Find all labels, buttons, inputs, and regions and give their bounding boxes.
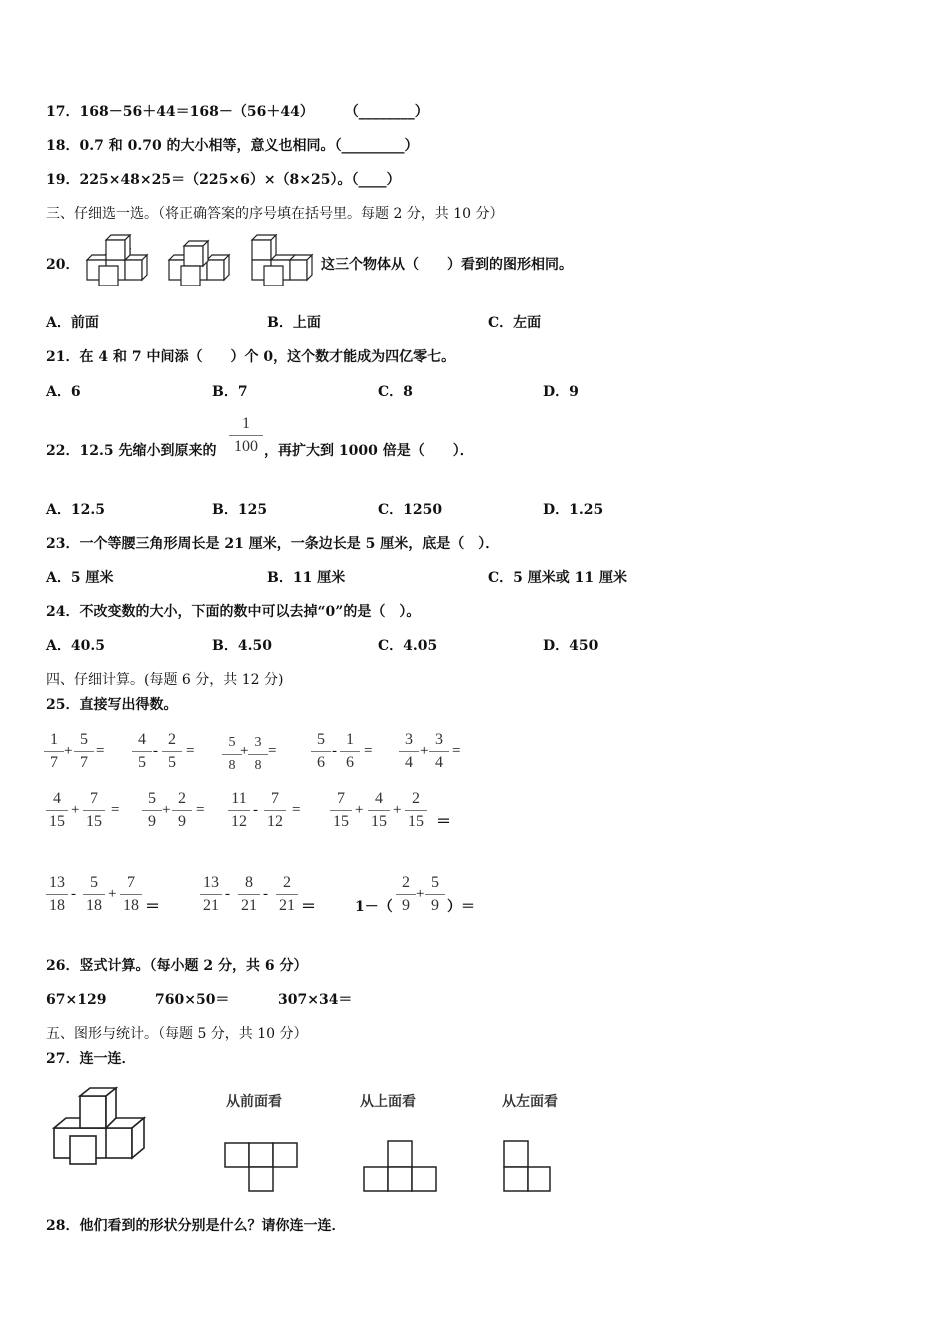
view-label-front: 从前面看: [226, 1094, 282, 1110]
fraction: [162, 731, 182, 772]
fraction: [83, 790, 105, 831]
q28-text: 28．他们看到的形状分别是什么？请你连一连．: [46, 1218, 346, 1234]
fraction: [264, 790, 286, 831]
denominator: 21: [241, 897, 257, 914]
q22-frac-den: 100: [234, 438, 258, 455]
operator: +: [108, 886, 117, 902]
section-5-title: 五、图形与统计。（每题 5 分，共 10 分）: [46, 1026, 308, 1042]
front-view-shape[interactable]: [222, 1140, 302, 1194]
equals[interactable]: =: [292, 802, 301, 818]
q20-option-c[interactable]: C．左面: [488, 315, 542, 331]
q21-option-d[interactable]: D．9: [543, 384, 579, 400]
q17-answer-blank[interactable]: （________）: [344, 104, 429, 120]
q26-text: 26．竖式计算。（每小题 2 分，共 6 分）: [46, 958, 308, 974]
fraction: [142, 790, 162, 831]
one-minus-paren: 1－（: [355, 899, 393, 915]
operator: -: [225, 886, 230, 902]
denominator: 18: [49, 897, 65, 914]
q18-text: 0.7 和 0.70 的大小相等，意义也相同。: [79, 138, 335, 154]
denominator: 15: [408, 813, 424, 830]
numerator: 1: [44, 731, 64, 752]
operator: -: [71, 886, 76, 902]
equals[interactable]: ＝: [301, 899, 317, 915]
operator: +: [162, 802, 171, 818]
q20-number: 20．: [46, 257, 80, 273]
q24-option-b[interactable]: B．4.50: [212, 638, 272, 654]
q22-option-c[interactable]: C．1250: [378, 502, 443, 518]
equals[interactable]: ＝: [145, 899, 161, 915]
denominator: 4: [435, 754, 443, 771]
q22-suffix: ，再扩大到 1000 倍是（ ）．: [264, 443, 474, 459]
fraction: [228, 790, 250, 831]
q25-text: 25．直接写出得数。: [46, 697, 178, 713]
fraction: [311, 731, 331, 772]
fraction: [172, 790, 192, 831]
fraction: [340, 731, 360, 772]
q24-text: 24．不改变数的大小，下面的数中可以去掉“0”的是（ ）。: [46, 604, 421, 620]
fraction: [222, 734, 242, 775]
numerator: 11: [228, 790, 250, 811]
numerator: 5: [425, 874, 445, 895]
denominator: 9: [148, 813, 156, 830]
operator: +: [64, 743, 73, 759]
denominator: 21: [279, 897, 295, 914]
q27-solid-figure: [48, 1086, 152, 1168]
cube-figures: [84, 234, 320, 286]
equals[interactable]: =: [268, 743, 277, 759]
q18-number: 18．: [46, 138, 80, 154]
equals[interactable]: =: [196, 802, 205, 818]
operator: +: [393, 802, 402, 818]
denominator: 5: [168, 754, 176, 771]
q20-option-a[interactable]: A．前面: [46, 315, 99, 331]
operator: -: [153, 743, 158, 759]
fraction: [46, 874, 68, 915]
operator: -: [253, 802, 258, 818]
figure-1: [87, 235, 147, 286]
fraction: [330, 790, 352, 831]
fraction: [399, 731, 419, 772]
q24-option-d[interactable]: D．450: [543, 638, 599, 654]
denominator: 7: [80, 754, 88, 771]
q24-option-c[interactable]: C．4.05: [378, 638, 438, 654]
q24-option-a[interactable]: A．40.5: [46, 638, 105, 654]
view-label-left: 从左面看: [502, 1094, 558, 1110]
numerator: 5: [142, 790, 162, 811]
q23-option-c[interactable]: C．5 厘米或 11 厘米: [488, 570, 627, 586]
numerator: 1: [340, 731, 360, 752]
equals[interactable]: =: [186, 743, 195, 759]
numerator: 7: [83, 790, 105, 811]
q21-text: 21．在 4 和 7 中间添（ ）个 0，这个数才能成为四亿零七。: [46, 349, 456, 365]
q27-text: 27．连一连．: [46, 1051, 136, 1067]
denominator: 9: [431, 897, 439, 914]
close-paren-equals[interactable]: ）＝: [447, 899, 475, 915]
denominator: 12: [231, 813, 247, 830]
operator: +: [240, 743, 249, 759]
denominator: 9: [402, 897, 410, 914]
denominator: 15: [49, 813, 65, 830]
operator: -: [263, 886, 268, 902]
denominator: 12: [267, 813, 283, 830]
q26-item-2[interactable]: 760×50＝: [155, 992, 230, 1008]
fraction: [368, 790, 390, 831]
numerator: 3: [429, 731, 449, 752]
fraction: [120, 874, 142, 915]
numerator: 5: [83, 874, 105, 895]
view-label-top: 从上面看: [360, 1094, 416, 1110]
numerator: 4: [132, 731, 152, 752]
q22-option-a[interactable]: A．12.5: [46, 502, 105, 518]
q19-answer-blank[interactable]: （____）: [351, 172, 401, 188]
top-view-shape[interactable]: [360, 1138, 440, 1194]
denominator: 5: [138, 754, 146, 771]
equals[interactable]: =: [452, 743, 461, 759]
numerator: 13: [200, 874, 222, 895]
fraction: [238, 874, 260, 915]
denominator: 6: [317, 754, 325, 771]
numerator: 4: [368, 790, 390, 811]
figure-3: [252, 235, 312, 286]
q26-item-3[interactable]: 307×34＝: [278, 992, 353, 1008]
numerator: 3: [399, 731, 419, 752]
q22-option-d[interactable]: D．1.25: [543, 502, 604, 518]
fraction: [46, 790, 68, 831]
fraction: [132, 731, 152, 772]
q22-prefix: 22．12.5 先缩小到原来的: [46, 443, 217, 459]
q22-frac-num: 1: [229, 415, 263, 436]
q21-option-c[interactable]: C．8: [378, 384, 413, 400]
q17-text: 168－56＋44＝168－（56＋44）: [79, 104, 314, 120]
numerator: 2: [276, 874, 298, 895]
numerator: 7: [330, 790, 352, 811]
q21-option-a[interactable]: A．6: [46, 384, 81, 400]
fraction: [44, 731, 64, 772]
q22-option-b[interactable]: B．125: [212, 502, 268, 518]
numerator: 2: [162, 731, 182, 752]
operator: +: [355, 802, 364, 818]
numerator: 2: [172, 790, 192, 811]
question-17: [46, 103, 429, 121]
numerator: 8: [238, 874, 260, 895]
figure-2: [169, 241, 229, 286]
fraction: [405, 790, 427, 831]
operator: +: [416, 886, 425, 902]
numerator: 5: [74, 731, 94, 752]
numerator: 7: [120, 874, 142, 895]
q20-text: 这三个物体从（ ）看到的图形相同。: [321, 257, 573, 273]
numerator: 13: [46, 874, 68, 895]
denominator: 4: [405, 754, 413, 771]
section-4-title: 四、仔细计算。(每题 6 分，共 12 分): [46, 672, 284, 688]
fraction: [83, 874, 105, 915]
fraction: [74, 731, 94, 772]
numerator: 5: [222, 734, 242, 755]
denominator: 8: [254, 758, 262, 773]
operator: +: [71, 802, 80, 818]
question-19: [46, 171, 401, 189]
section-3-title: 三、仔细选一选。（将正确答案的序号填在括号里。每题 2 分，共 10 分）: [46, 206, 504, 222]
numerator: 2: [405, 790, 427, 811]
left-view-shape[interactable]: [500, 1138, 556, 1194]
question-18: [46, 137, 419, 155]
operator: -: [332, 743, 337, 759]
q23-option-a[interactable]: A．5 厘米: [46, 570, 114, 586]
denominator: 8: [228, 758, 236, 773]
equals[interactable]: ＝: [436, 814, 452, 830]
equals[interactable]: =: [364, 743, 373, 759]
q23-text: 23．一个等腰三角形周长是 21 厘米，一条边长是 5 厘米，底是（ ）．: [46, 536, 500, 552]
numerator: 3: [248, 734, 268, 755]
fraction: [276, 874, 298, 915]
equals[interactable]: =: [96, 743, 105, 759]
q26-item-1[interactable]: 67×129: [46, 992, 107, 1008]
operator: +: [420, 743, 429, 759]
denominator: 6: [346, 754, 354, 771]
equals[interactable]: =: [111, 802, 120, 818]
numerator: 2: [396, 874, 416, 895]
q21-option-b[interactable]: B．7: [212, 384, 248, 400]
q19-number: 19．: [46, 172, 80, 188]
numerator: 5: [311, 731, 331, 752]
fraction: [200, 874, 222, 915]
fraction: [248, 734, 268, 775]
denominator: 9: [178, 813, 186, 830]
q20-option-b[interactable]: B．上面: [267, 315, 321, 331]
denominator: 21: [203, 897, 219, 914]
fraction: [429, 731, 449, 772]
q17-number: 17．: [46, 104, 80, 120]
fraction: [425, 874, 445, 915]
q18-answer-blank[interactable]: （_________）: [334, 138, 419, 154]
q23-option-b[interactable]: B．11 厘米: [267, 570, 346, 586]
denominator: 18: [86, 897, 102, 914]
denominator: 15: [333, 813, 349, 830]
fraction: [396, 874, 416, 915]
denominator: 7: [50, 754, 58, 771]
denominator: 15: [86, 813, 102, 830]
numerator: 7: [264, 790, 286, 811]
q22-fraction: [229, 415, 263, 456]
denominator: 18: [123, 897, 139, 914]
numerator: 4: [46, 790, 68, 811]
denominator: 15: [371, 813, 387, 830]
q19-text: 225×48×25＝（225×6）×（8×25）。: [79, 172, 352, 188]
